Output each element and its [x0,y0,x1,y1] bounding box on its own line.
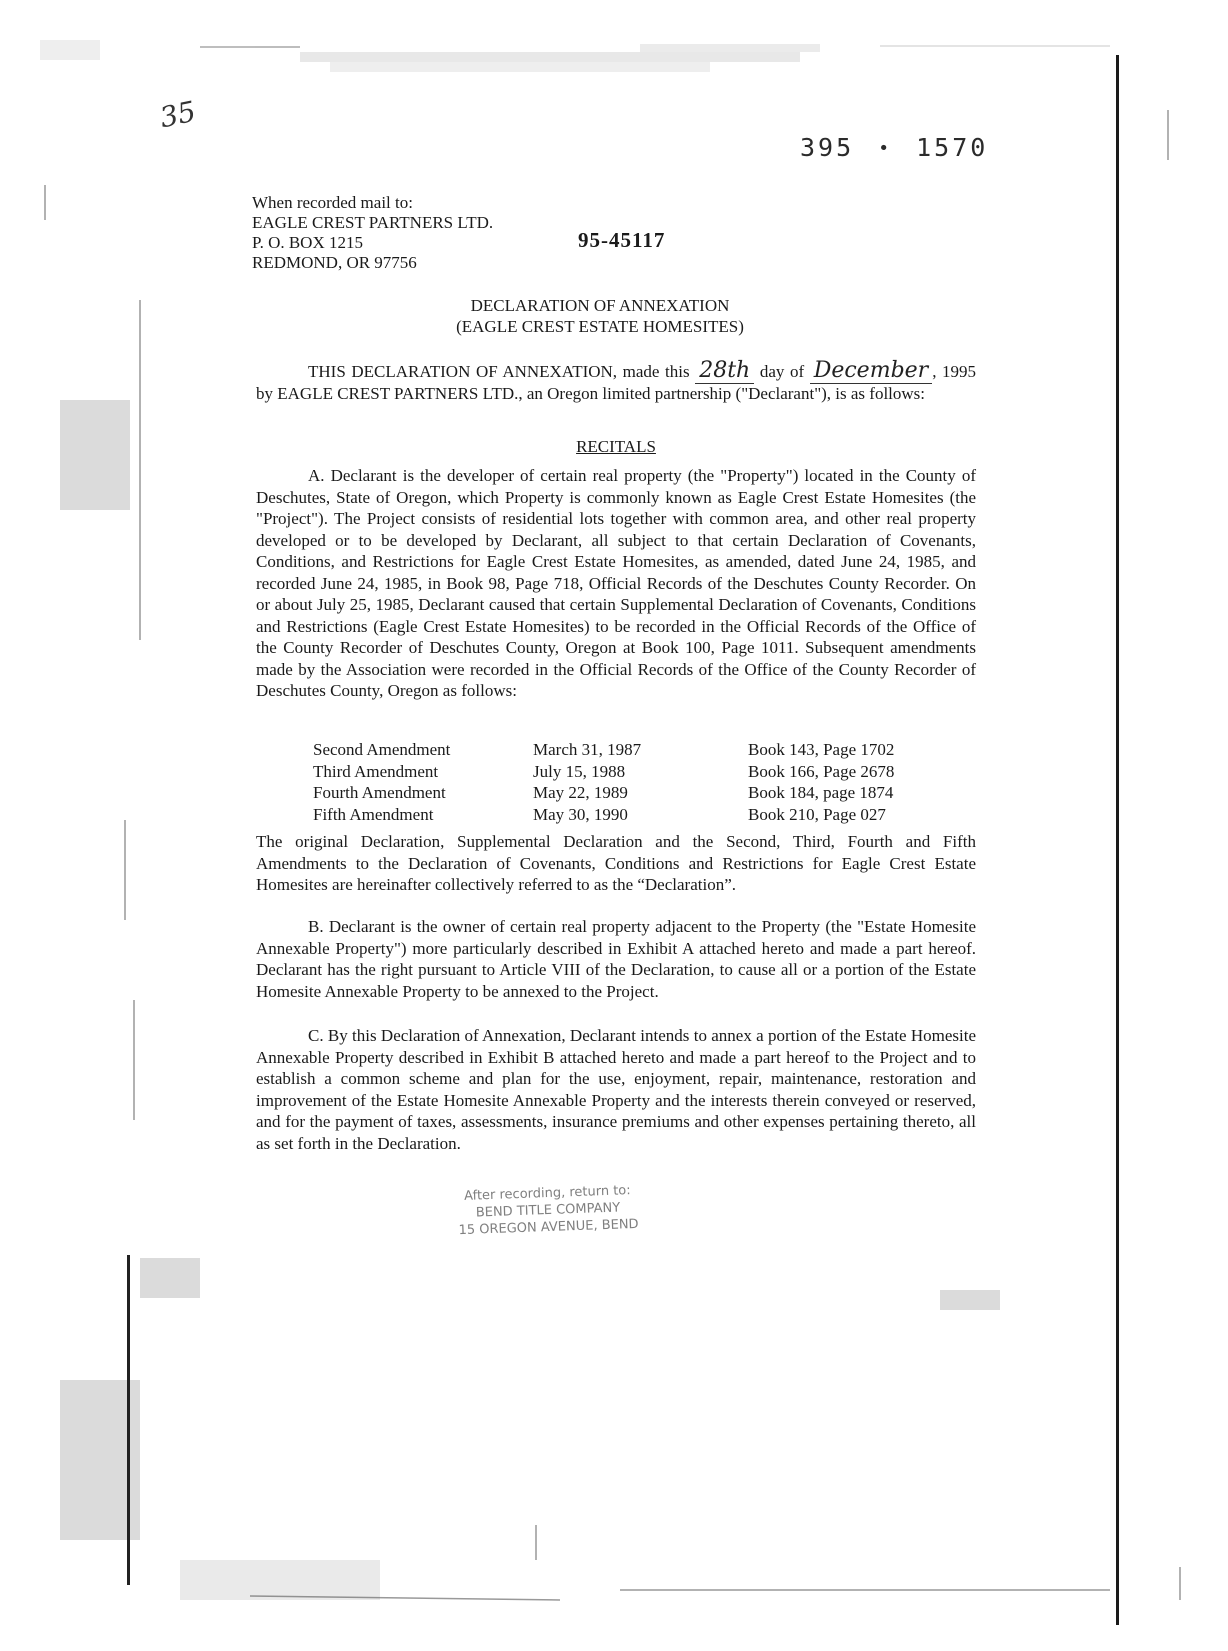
mail-to-heading: When recorded mail to: [252,193,413,212]
stamp-line: BEND TITLE COMPANY [475,1200,621,1221]
intro-rest: , 1995 by EAGLE CREST PARTNERS LTD., an Oregon limited partnership ("Declarant"), is as follows: [256,362,977,403]
return-stamp [437,1181,659,1240]
intro-day-of: day of [759,362,805,381]
amendment-row [313,739,953,761]
amendment-date: July 15, 1988 [533,761,626,781]
amendment-date: May 22, 1989 [533,783,628,802]
amendment-date: March 31, 1987 [533,740,642,759]
paragraph-b: B. Declarant is the owner of certain real property adjacent to the Property (the "Estate Homesite Annexable Property") more particularly described in Exhibit A attached hereto and made a part hereof. Declarant has the right pursuant to Article VIII of the Declaration, to cause all or a portion of the Estate Homesite Annexable Property to be annexed to the Project. [256,917,976,1001]
amendment-row [313,804,953,826]
document-title: DECLARATION OF ANNEXATION [470,296,730,315]
mail-to-line: P. O. BOX 1215 [252,233,363,252]
scan-edge-right [1116,55,1119,1625]
handwritten-day: 28th [695,358,754,384]
recording-page: 1570 [916,133,989,162]
scan-edge-left [127,1255,130,1585]
amendment-name: Second Amendment [313,740,451,759]
mail-to-block [252,193,493,273]
amendment-ref: Book 184, page 1874 [748,783,894,802]
recording-number [800,133,988,162]
intro-text: THIS DECLARATION OF ANNEXATION, made this [308,362,690,381]
amendment-name: Fifth Amendment [313,804,434,824]
mail-to-line: EAGLE CREST PARTNERS LTD. [252,213,494,232]
paragraph-a: A. Declarant is the developer of certain real property (the "Property") located in the County of Deschutes, State of Oregon, which Property is commonly known as Eagle Crest Estate Homesites (the "Project"). The Project consists of residential lots together with common area, and other real property developed or to be developed by Declarant, all subject to that certain Declaration of Covenants, Conditions, and Restrictions for Eagle Crest Estate Homesites, as amended, dated June 24, 1985, and recorded June 24, 1985, in Book 98, Page 718, Official Records of the Deschutes County Recorder. On or about July 25, 1985, Declarant caused that certain Supplemental Declaration of Covenants, Conditions and Restrictions (Eagle Crest Estate Homesites) to be recorded in the Official Records of the Office of the County Recorder of Deschutes County, Oregon at Book 100, Page 1011. Subsequent amendments made by the Association were recorded in the Official Records of the Office of the County Recorder of Deschutes County, Oregon as follows: [256,466,976,700]
document-number: 95-45117 [578,228,666,252]
handwritten-month: December [810,358,932,384]
document-subtitle: (EAGLE CREST ESTATE HOMESITES) [456,317,744,336]
recitals-heading: RECITALS [576,437,656,456]
paragraph-c: C. By this Declaration of Annexation, Declarant intends to annex a portion of the Estate Homesite Annexable Property described in Exhibit B attached hereto and made a part hereof to the Project and to establish a common scheme and plan for the use, enjoyment, repair, maintenance, restoration and improvement of the Estate Homesite Annexable Property and the interests therein conveyed or reserved, and for the payment of taxes, assessments, insurance premiums and other expenses pertaining thereto, all as set forth in the Declaration. [256,1026,976,1153]
amendment-row [313,761,953,783]
amendment-name: Fourth Amendment [313,783,446,802]
amendment-ref: Book 143, Page 1702 [748,740,895,759]
amendment-ref: Book 210, Page 027 [748,804,886,824]
handwritten-mark: 35 [156,94,199,135]
paragraph-original-declaration: The original Declaration, Supplemental Declaration and the Second, Third, Fourth and Fifth Amendments to the Declaration of Covenants, Conditions and Restrictions for Eagle Crest Estate Homesites are hereinafter collectively referred to as the “Declaration”. [256,832,976,894]
mail-to-line: REDMOND, OR 97756 [252,253,417,272]
intro-paragraph [256,360,976,404]
amendment-name: Third Amendment [313,761,439,781]
amendment-ref: Book 166, Page 2678 [748,761,895,781]
amendments-table [313,739,953,825]
amendment-date: May 30, 1990 [533,804,628,824]
stamp-line: After recording, return to: [463,1183,631,1204]
recording-book: 395 [800,133,855,162]
stamp-line: 15 OREGON AVENUE, BEND [458,1216,639,1239]
amendment-row [313,782,953,804]
recording-separator: • [878,138,893,159]
